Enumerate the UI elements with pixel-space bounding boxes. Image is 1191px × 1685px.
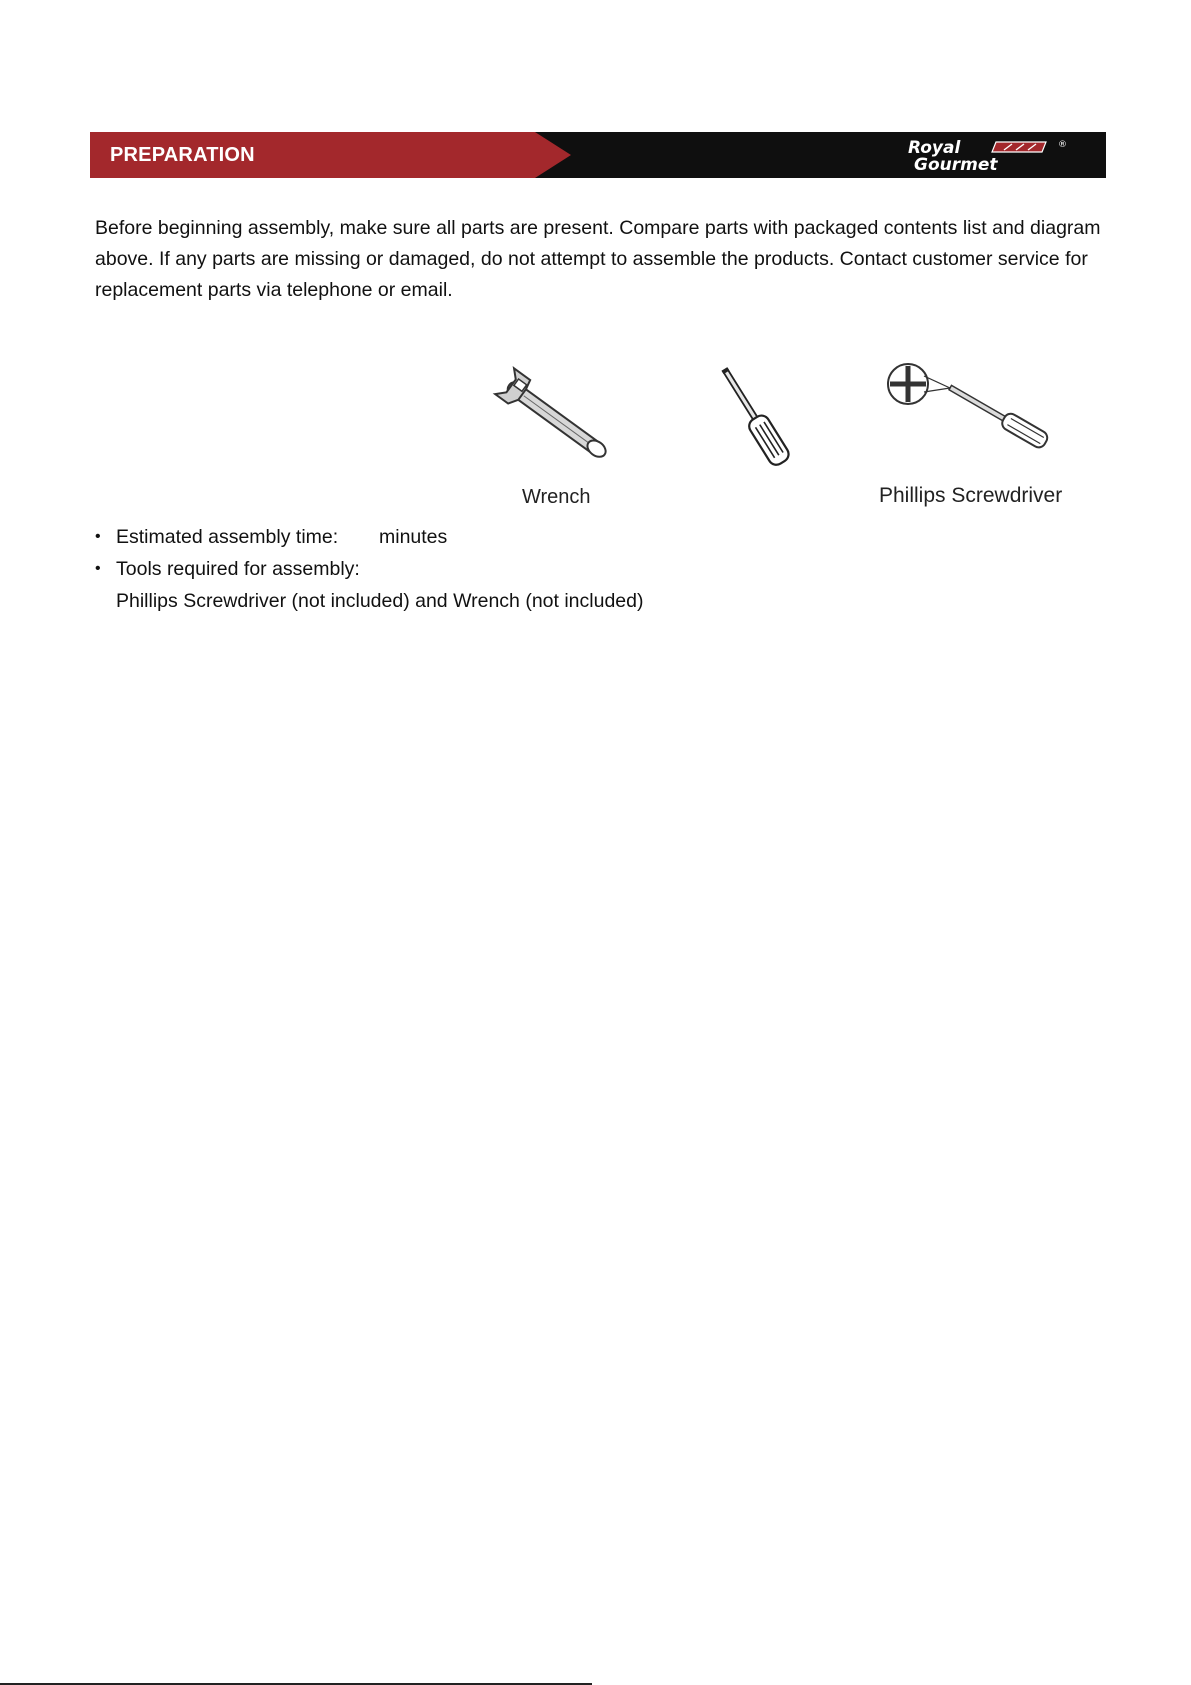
tool-label-phillips: Phillips Screwdriver <box>879 484 1063 507</box>
tool-wrench <box>488 366 628 474</box>
tool-flathead-screwdriver <box>700 360 810 474</box>
list-item-assembly-time <box>95 521 643 553</box>
royal-gourmet-logo <box>900 136 1070 174</box>
bullet-icon: • <box>95 528 101 545</box>
requirements-list <box>95 521 643 617</box>
phillips-screwdriver-icon <box>884 354 1074 462</box>
bullet-icon: • <box>95 560 101 577</box>
intro-paragraph: Before beginning assembly, make sure all parts are present. Compare parts with packaged contents list and diagram above. If any parts are missing or damaged, do not attempt to assemble the products. Contact customer service for replacement parts via telephone or email. <box>95 217 1101 301</box>
list-item-tools <box>95 553 643 585</box>
section-header <box>90 132 1106 178</box>
section-title: PREPARATION <box>110 144 255 166</box>
tools-required-detail: Phillips Screwdriver (not included) and Wrench (not included) <box>116 590 644 612</box>
svg-text:Gourmet: Gourmet <box>914 155 998 174</box>
assembly-time-unit: minutes <box>379 526 448 548</box>
svg-text:®: ® <box>1058 140 1067 150</box>
list-item-tools-detail <box>95 585 643 617</box>
flathead-screwdriver-icon <box>700 360 810 474</box>
svg-text:Royal: Royal <box>908 138 961 158</box>
wrench-icon <box>488 366 628 474</box>
tool-label-wrench: Wrench <box>522 486 591 508</box>
tool-phillips-screwdriver <box>884 354 1074 462</box>
tools-required-label: Tools required for assembly: <box>116 558 360 580</box>
section-header-arrow <box>535 132 571 178</box>
assembly-time-label: Estimated assembly time: <box>116 526 339 548</box>
